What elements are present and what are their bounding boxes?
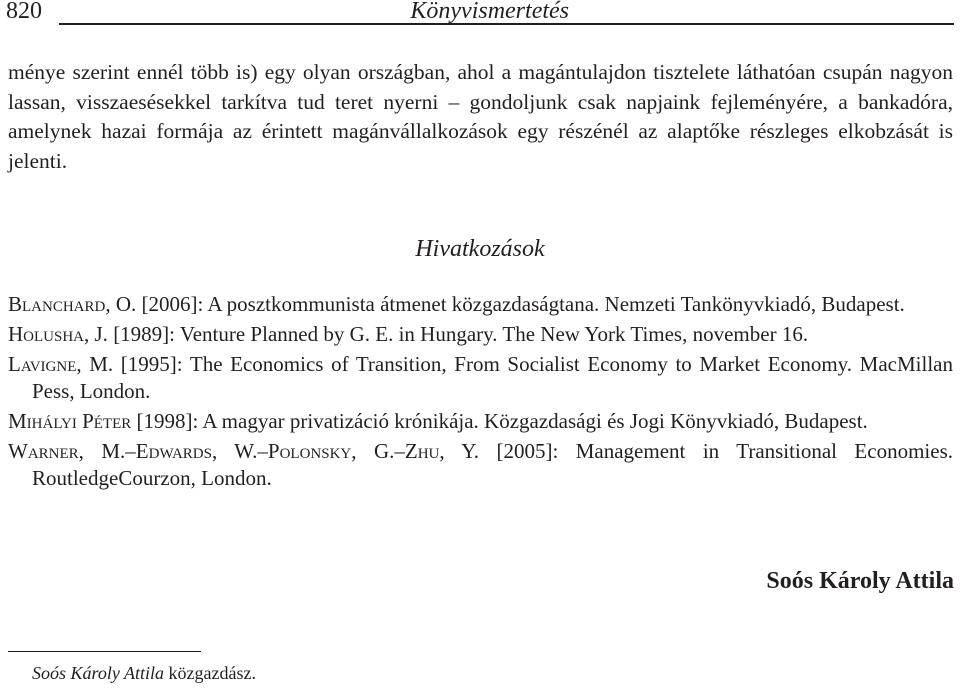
footnote-name: Soós Károly Attila xyxy=(32,663,165,683)
reference-authors: Lavigne, M. xyxy=(8,352,114,376)
reference-item xyxy=(8,408,953,435)
running-title: Könyvismertetés xyxy=(410,0,569,24)
reference-authors: Holusha, J. xyxy=(8,322,108,346)
reference-text: [1989]: Venture Planned by G. E. in Hungary. The New York Times, november 16. xyxy=(107,322,809,346)
references-heading: Hivatkozások xyxy=(415,236,545,262)
footnote-role: közgazdász. xyxy=(164,663,256,683)
reference-authors: Blanchard, O. xyxy=(8,292,137,316)
references-list xyxy=(8,291,953,495)
reference-item xyxy=(8,438,953,492)
page-header xyxy=(6,0,954,26)
reference-text: [1995]: The Economics of Transition, From Socialist Economy to Market Economy. MacMillan Pess, London. xyxy=(32,352,953,403)
footnote-rule xyxy=(8,651,201,652)
reference-text: [2005]: Management in Transitional Economies. RoutledgeCourzon, London. xyxy=(32,439,953,490)
footnote xyxy=(32,663,256,684)
reference-item xyxy=(8,321,953,348)
body-paragraph: ménye szerint ennél több is) egy olyan országban, ahol a magántulajdon tisztelete láthatóan csupán nagyon lassan, visszaesésekkel tarkítva tud teret nyerni – gondoljunk csak napjaink fejleményére, a bankadóra, amelynek hazai formája az érintett magánvállalkozások egy részénél az alaptőke részleges elkobzását is jelenti. xyxy=(8,60,953,173)
reference-authors: Mihályi Péter xyxy=(8,409,132,433)
review-author-signature: Soós Károly Attila xyxy=(766,568,954,594)
page-number: 820 xyxy=(6,0,42,24)
reference-text: [2006]: A posztkommunista átmenet közgazdaságtana. Nemzeti Tankönyvkiadó, Budapest. xyxy=(136,292,905,316)
header-rule xyxy=(59,23,954,25)
reference-item xyxy=(8,291,953,318)
reference-item xyxy=(8,351,953,405)
reference-text: [1998]: A magyar privatizáció krónikája. Közgazdasági és Jogi Könyvkiadó, Budapest. xyxy=(131,409,868,433)
reference-authors: Warner, M.–Edwards, W.–Polonsky, G.–Zhu, Y. xyxy=(8,439,480,463)
